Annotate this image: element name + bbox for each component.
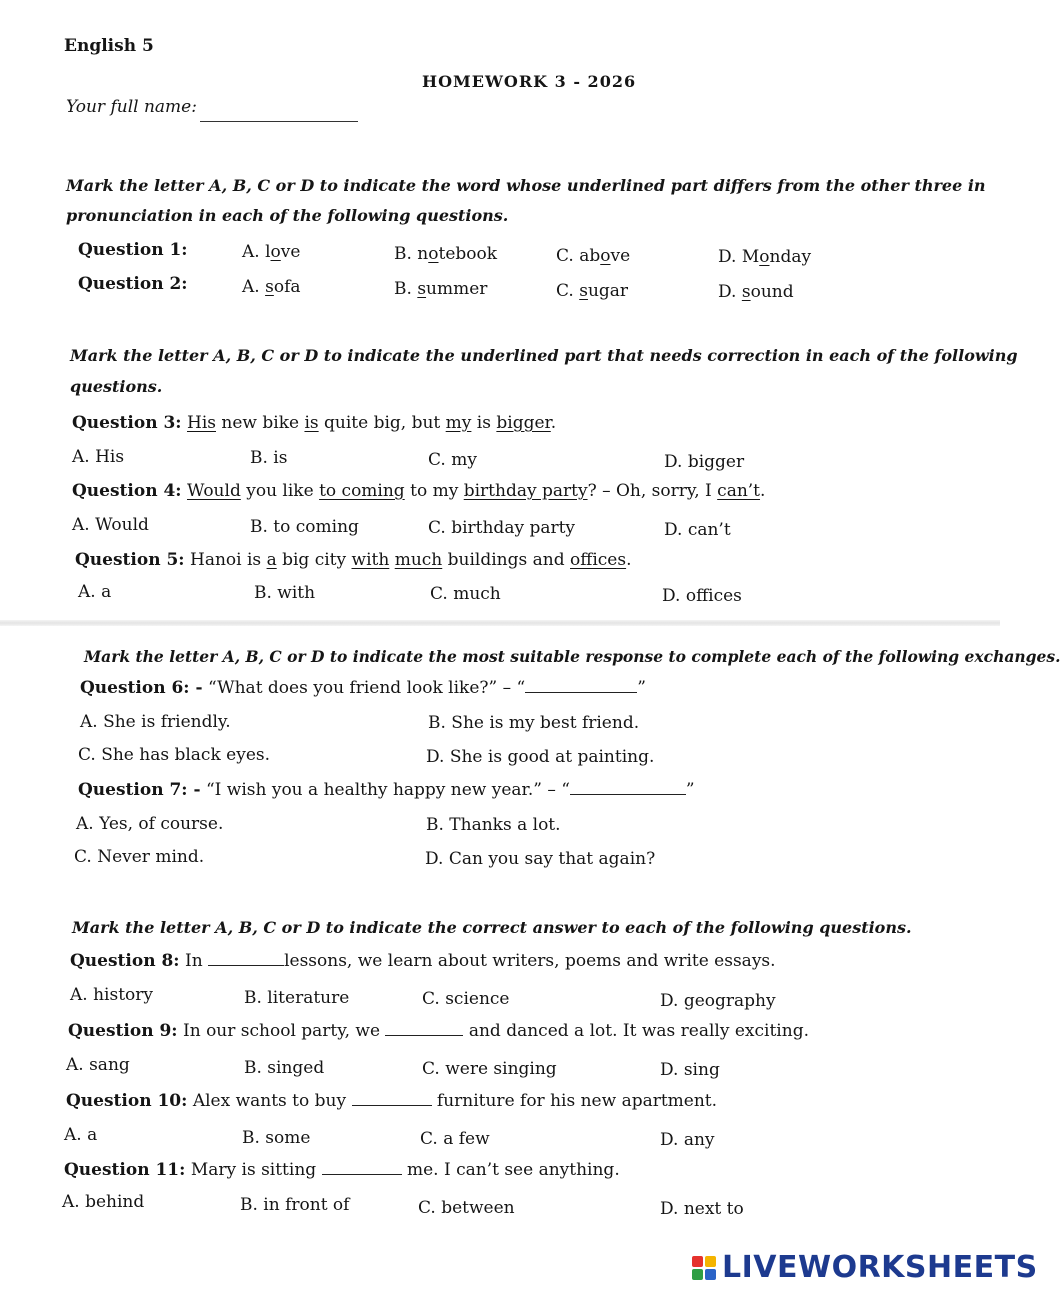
- section1-instruction-line2: pronunciation in each of the following questions.: [66, 206, 509, 225]
- question-10-text: Question 10: Alex wants to buy furniture for his new apartment.: [66, 1091, 718, 1111]
- q7-option-a[interactable]: A. Yes, of course.: [76, 814, 224, 834]
- q11-option-b[interactable]: B. in front of: [240, 1195, 350, 1215]
- question-6-text: Question 6: - “What does you friend look like?” – “ ”: [80, 678, 646, 698]
- q1-option-a[interactable]: A. love: [242, 242, 301, 262]
- question-9-text: Question 9: In our school party, we and danced a lot. It was really exciting.: [68, 1021, 809, 1041]
- q3-option-b[interactable]: B. is: [250, 448, 288, 468]
- q9-option-d[interactable]: D. sing: [660, 1060, 720, 1080]
- page-title: HOMEWORK 3 - 2026: [422, 72, 637, 91]
- q9-option-c[interactable]: C. were singing: [422, 1059, 557, 1079]
- q8-option-d[interactable]: D. geography: [660, 991, 776, 1011]
- question-11-text: Question 11: Mary is sitting me. I can’t see anything.: [64, 1160, 620, 1180]
- q10-option-d[interactable]: D. any: [660, 1130, 715, 1150]
- q7-option-c[interactable]: C. Never mind.: [74, 847, 205, 867]
- q7-option-b[interactable]: B. Thanks a lot.: [426, 815, 561, 835]
- q10-option-b[interactable]: B. some: [242, 1128, 311, 1148]
- question-2-label: Question 2:: [78, 274, 188, 294]
- scan-fold-divider: [0, 620, 1000, 626]
- q5-option-d[interactable]: D. offices: [662, 586, 742, 606]
- q7-answer-blank[interactable]: [570, 793, 686, 795]
- q9-answer-blank[interactable]: [385, 1034, 463, 1036]
- q10-option-c[interactable]: C. a few: [420, 1129, 490, 1149]
- q8-option-a[interactable]: A. history: [70, 985, 153, 1005]
- q8-option-c[interactable]: C. science: [422, 989, 510, 1009]
- section4-instruction: Mark the letter A, B, C or D to indicate the correct answer to each of the following questions.: [72, 918, 912, 937]
- q4-option-c[interactable]: C. birthday party: [428, 518, 576, 538]
- section2-instruction-line1: Mark the letter A, B, C or D to indicate the underlined part that needs correction in each of the following: [70, 346, 1018, 365]
- section1-instruction-line1: Mark the letter A, B, C or D to indicate the word whose underlined part differs from the other three in: [66, 176, 986, 195]
- q6-option-b[interactable]: B. She is my best friend.: [428, 713, 640, 733]
- question-8-text: Question 8: In lessons, we learn about writers, poems and write essays.: [70, 951, 776, 971]
- subject-label: English 5: [64, 36, 154, 56]
- q1-option-b[interactable]: B. notebook: [394, 244, 498, 264]
- q6-option-a[interactable]: A. She is friendly.: [80, 712, 231, 732]
- q6-option-c[interactable]: C. She has black eyes.: [78, 745, 271, 765]
- q2-option-a[interactable]: A. sofa: [242, 277, 301, 297]
- liveworksheets-brand[interactable]: LIVEWORKSHEETS: [722, 1250, 1038, 1285]
- q11-answer-blank[interactable]: [322, 1173, 402, 1175]
- q6-answer-blank[interactable]: [525, 691, 637, 693]
- name-field[interactable]: [200, 121, 358, 122]
- q4-option-b[interactable]: B. to coming: [250, 517, 359, 537]
- q2-option-d[interactable]: D. sound: [718, 282, 794, 302]
- q2-option-c[interactable]: C. sugar: [556, 281, 629, 301]
- q10-answer-blank[interactable]: [352, 1104, 432, 1106]
- q8-option-b[interactable]: B. literature: [244, 988, 350, 1008]
- q11-option-c[interactable]: C. between: [418, 1198, 515, 1218]
- q5-option-a[interactable]: A. a: [78, 582, 112, 602]
- q1-option-c[interactable]: C. above: [556, 246, 631, 266]
- q9-option-b[interactable]: B. singed: [244, 1058, 325, 1078]
- question-5-text: Question 5: Hanoi is a big city with much buildings and offices.: [75, 550, 632, 570]
- q3-option-d[interactable]: D. bigger: [664, 452, 745, 472]
- question-3-text: Question 3: His new bike is quite big, but my is bigger.: [72, 413, 557, 433]
- q10-option-a[interactable]: A. a: [64, 1125, 98, 1145]
- question-1-label: Question 1:: [78, 240, 188, 260]
- q3-option-a[interactable]: A. His: [72, 447, 125, 467]
- section3-instruction: Mark the letter A, B, C or D to indicate the most suitable response to complete each of the following exchanges.: [84, 647, 1060, 666]
- q5-option-b[interactable]: B. with: [254, 583, 316, 603]
- section2-instruction-line2: questions.: [70, 377, 163, 396]
- question-4-text: Question 4: Would you like to coming to my birthday party? – Oh, sorry, I can’t.: [72, 481, 766, 501]
- q11-option-d[interactable]: D. next to: [660, 1199, 744, 1219]
- q11-option-a[interactable]: A. behind: [62, 1192, 145, 1212]
- name-label: Your full name:: [66, 97, 197, 117]
- q8-answer-blank[interactable]: [208, 964, 284, 966]
- q5-option-c[interactable]: C. much: [430, 584, 501, 604]
- q6-option-d[interactable]: D. She is good at painting.: [426, 747, 655, 767]
- question-7-text: Question 7: - “I wish you a healthy happy new year.” – “ ”: [78, 780, 695, 800]
- q2-option-b[interactable]: B. summer: [394, 279, 488, 299]
- q7-option-d[interactable]: D. Can you say that again?: [425, 849, 656, 869]
- q9-option-a[interactable]: A. sang: [66, 1055, 130, 1075]
- q1-option-d[interactable]: D. Monday: [718, 247, 812, 267]
- q4-option-d[interactable]: D. can’t: [664, 520, 731, 540]
- q3-option-c[interactable]: C. my: [428, 450, 477, 470]
- liveworksheets-logo-icon: [692, 1256, 718, 1282]
- q4-option-a[interactable]: A. Would: [72, 515, 149, 535]
